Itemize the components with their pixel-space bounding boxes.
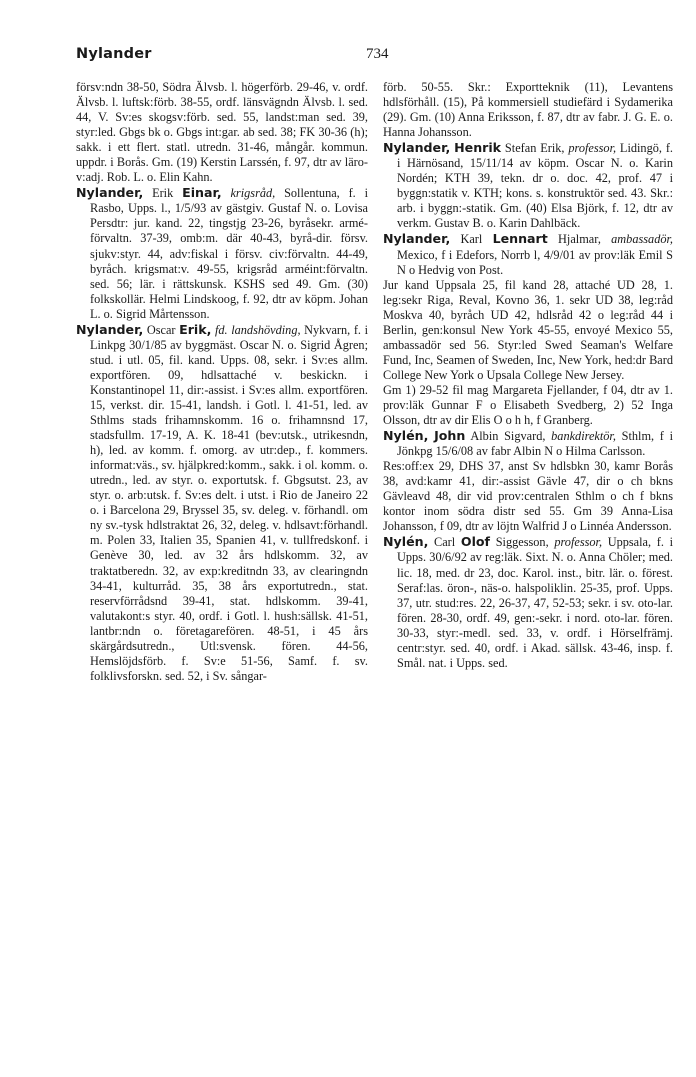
biography-entry [383,140,673,231]
entry-continuation [383,459,673,534]
left-column [76,80,368,684]
biography-entry [383,231,673,277]
entry-title: fd. landshövding, [214,322,301,337]
entry-surname: Nylén, [383,534,429,550]
entry-given-names-after: Stefan Erik, [501,141,569,156]
entry-given-names: Carl [428,535,461,550]
biography-entry [383,534,673,670]
entry-call-name: Erik, [179,321,212,337]
entry-continuation [383,80,673,140]
entry-title: bankdirektör, [551,429,616,444]
right-column [383,80,673,671]
entry-text: försv:ndn 38-50, Södra Älvsb. l. högerförb. 29-46, v. ordf. Älvsb. l. luftsk:förb. 38-55, ordf. länsvägndn Älvsb. l. sed. 44, V. Sv:es skogsv:förb. sed. 55, landst:man sed. 39, styr:led. Gbgs bk o. Gbgs int:gar. ab sed. 38; FK 30-36 (h); sakk. i ett flert. statl. utredn. 31-46, mångår. kommun. uppdr. i Borås. Gm. (19) Kerstin Larssén, f. 97, dtr av läro-v:adj. Rob. L. o. Elin Kahn. [76,80,368,185]
entry-text: Sollentuna, f. i Rasbo, Upps. l., 1/5/93 av gästgiv. Gustaf N. o. Lovisa Persdtr: jur. kand. 22, tingstjg 23-26, byråsekr. armé-förvaltn. 37-39, omb:m. där 40-43, byrå-dir. försv. sjukv:styr. 44, adv:fiskal i försv. civ:förvaltn. 44-49, byråch. krigsmat:v. 49-55, krigsråd arméint:förvaltn. sed. 56; lär. i rättskunsk. KSHS sed 49. Gm. (30) folkskollär. Helmi Lindskoog, f. 92, dtr av köpm. Johan L. o. Sigrid Mårtensson. [90,186,369,321]
entry-call-name: John [434,428,466,444]
biography-entry [383,428,673,459]
entry-text: Sthlm, f i Jönkpg 15/6/08 av fabr Albin N o Hilma Carlsson. [397,429,674,459]
entry-given-names: Karl [450,232,493,247]
entry-text: Nykvarn, f. i Linkpg 30/1/85 av byggmäst. Oscar N. o. Sigrid Ågren; stud. i utl. 05, fil. kand. Upps. 08, sekr. i Sv:es allm. exportfören. 09, hdlsattaché v. beskickn. i Konstantinopel 11, dir:-assist. i Sv:es allm. exportfören. 15, verkst. dir. 15-41, landsh. i Gotl. l. 41-51, led. av Sthlms stads frihamnskomm. 16 o. frihamnsnd 17, stadsfullm. 17-19, A. K. 18-41 (bev:utsk., utrikesndn, h), led. av komm. f. omorg. av utr:dep., f. kommers. informat:väs., sv. hjälpkred:komm., sakk. i ol. komm. o. utredn., led. av styr. o. exportutsk. f. Gbgsutst. 23, av styr. o. arb:utsk. f. Sv:es delt. i utst. i Rio de Janeiro 22 o. i Barcelona 29, Bryssel 35, sv. deleg. v. förhandl. om ny sv.-tysk hdlstraktat 26, 32, deleg. v. hdlsavt:förhandl. m. Polen 33, Italien 35, Spanien 41, v. tullfredskonf. i Genève 30, led. av 32 års hdlskomm. 32, av traktatberedn. 32, av exp:kreditndn 33, av clearingndn 34-41, kulturråd. 35, 38 års exportutredn., stat. reservförrådsnd 39-41, stat. hdlskomm. 39-41, valutakont:s styr. 40, ordf. i Gotl. l. hush:sällsk. 41-51, lantbr:ndn o. företagarefören. 48-51, i 45 års skärgårdsutredn., Utl:svensk. fören. 44-56, Hemslöjdsförb. f. Sv:e 51-56, Samf. f. sv. folklivsforskn. sed. 52, i Sv. sångar- [90,322,369,683]
entry-text: Gm 1) 29-52 fil mag Margareta Fjellander, f 04, dtr av 1. prov:läk Gunnar F o Elisabeth Svedberg, 2) 52 Inga Olsson, dtr av dir Elis O o h h, f Granberg. [383,382,673,428]
entry-continuation [383,383,673,428]
entry-call-name: Einar, [182,185,222,201]
running-head: Nylander [76,46,152,62]
entry-title: ambassadör, [611,232,673,247]
entry-surname: Nylander, [76,185,144,201]
entry-surname: Nylén, [383,428,429,444]
entry-given-names-after: Siggesson, [490,535,555,550]
entry-surname: Nylander, [383,140,451,156]
entry-given-names-after: Hjalmar, [547,232,612,247]
page-number: 734 [366,46,389,62]
entry-title: professor, [568,141,617,156]
entry-text: Jur kand Uppsala 25, fil kand 28, attaché UD 28, 1. leg:sekr Riga, Reval, Kovno 36, 1. sekr UD 38, leg:råd Moskva 40, byråch UD 42, hdlsråd 42 o leg:råd 44 i Berlin, gen:konsul New York 45-55, envoyé Mexico 55, ambassadör sed 56. Styr:led Swed Seaman's Welfare Fund, Inc, Seamen of Sweden, Inc, New York, hed:dr Bard College New York o Upsala College New Jersey. [383,277,673,382]
entry-call-name: Olof [460,534,491,550]
page-header [76,46,666,68]
entry-continuation [76,80,368,185]
biography-entry [76,185,368,321]
entry-title: krigsråd, [230,186,276,201]
entry-surname: Nylander, [76,321,144,337]
entry-given-names: Oscar [143,322,180,337]
entry-continuation [383,278,673,383]
entry-call-name: Henrik [454,140,502,156]
entry-text: Mexico, f i Edefors, Norrb l, 4/9/01 av prov:läk Emil S N o Hedvig von Post. [397,247,673,277]
entry-text: Lidingö, f. i Härnösand, 15/11/14 av köpm. Oscar N. o. Karin Nordén; KTH 39, tekn. dr o. doc. 42, prof. 47 i byggn:statik v. KTH; kons. s. konstruktör sed. 43. Skr.: arb. i byggn:-statik. Gm. (40) Elsa Björk, f. 12, dtr av verkm. Gustav B. o. Karin Dahlbäck. [397,141,673,231]
biography-entry [76,322,368,684]
entry-text: Res:off:ex 29, DHS 37, anst Sv hdlsbkn 30, kamr Borås 38, avd:kamr 41, dir:-assist Gävle 47, dir o ch bkns Gävleavd 48, dir vid prov:centralen Sthlm o ch f bkns kontor inom södra distr sed 55. Gm 39 Anna-Lisa Johansson, f 09, dtr av löjtn Walfrid J o Linnéa Andersson. [383,459,673,534]
entry-text: Uppsala, f. i Upps. 30/6/92 av reg:läk. Sixt. N. o. Anna Chöler; med. lic. 18, med. dr 23, doc. Karol. inst., bitr. lär. o. förest. Seraf:las. öron-, näs-o. halspoliklin. 25-35, prof. Upps. 37, utr. stud:res. 22, 26-37, 47, 52-53; sekr. i sv. oto-lar. fören. 28-30, ordf. 49, gen:-sekr. i nord. oto-lar. fören. 30-33, styr:-medl. sed. 33, v. ordf. i Hörselfrämj. centr:styr. sed. 40, ordf. i Akad. sällsk. 43-46, insp. f. Smål. nat. i Upps. sed. [397,535,673,670]
entry-surname: Nylander, [383,231,451,247]
entry-given-names-after: Albin Sigvard, [465,429,552,444]
entry-call-name: Lennart [492,231,548,247]
entry-given-names: Erik [143,186,183,201]
entry-title: professor, [554,535,603,550]
entry-text: förb. 50-55. Skr.: Exportteknik (11), Levantens hdlsförhåll. (15), På kommersiell studiefärd i Sydamerika (29). Gm. (10) Anna Eriksson, f. 87, dtr av fabr. J. G. E. o. Hanna Johansson. [383,80,673,140]
